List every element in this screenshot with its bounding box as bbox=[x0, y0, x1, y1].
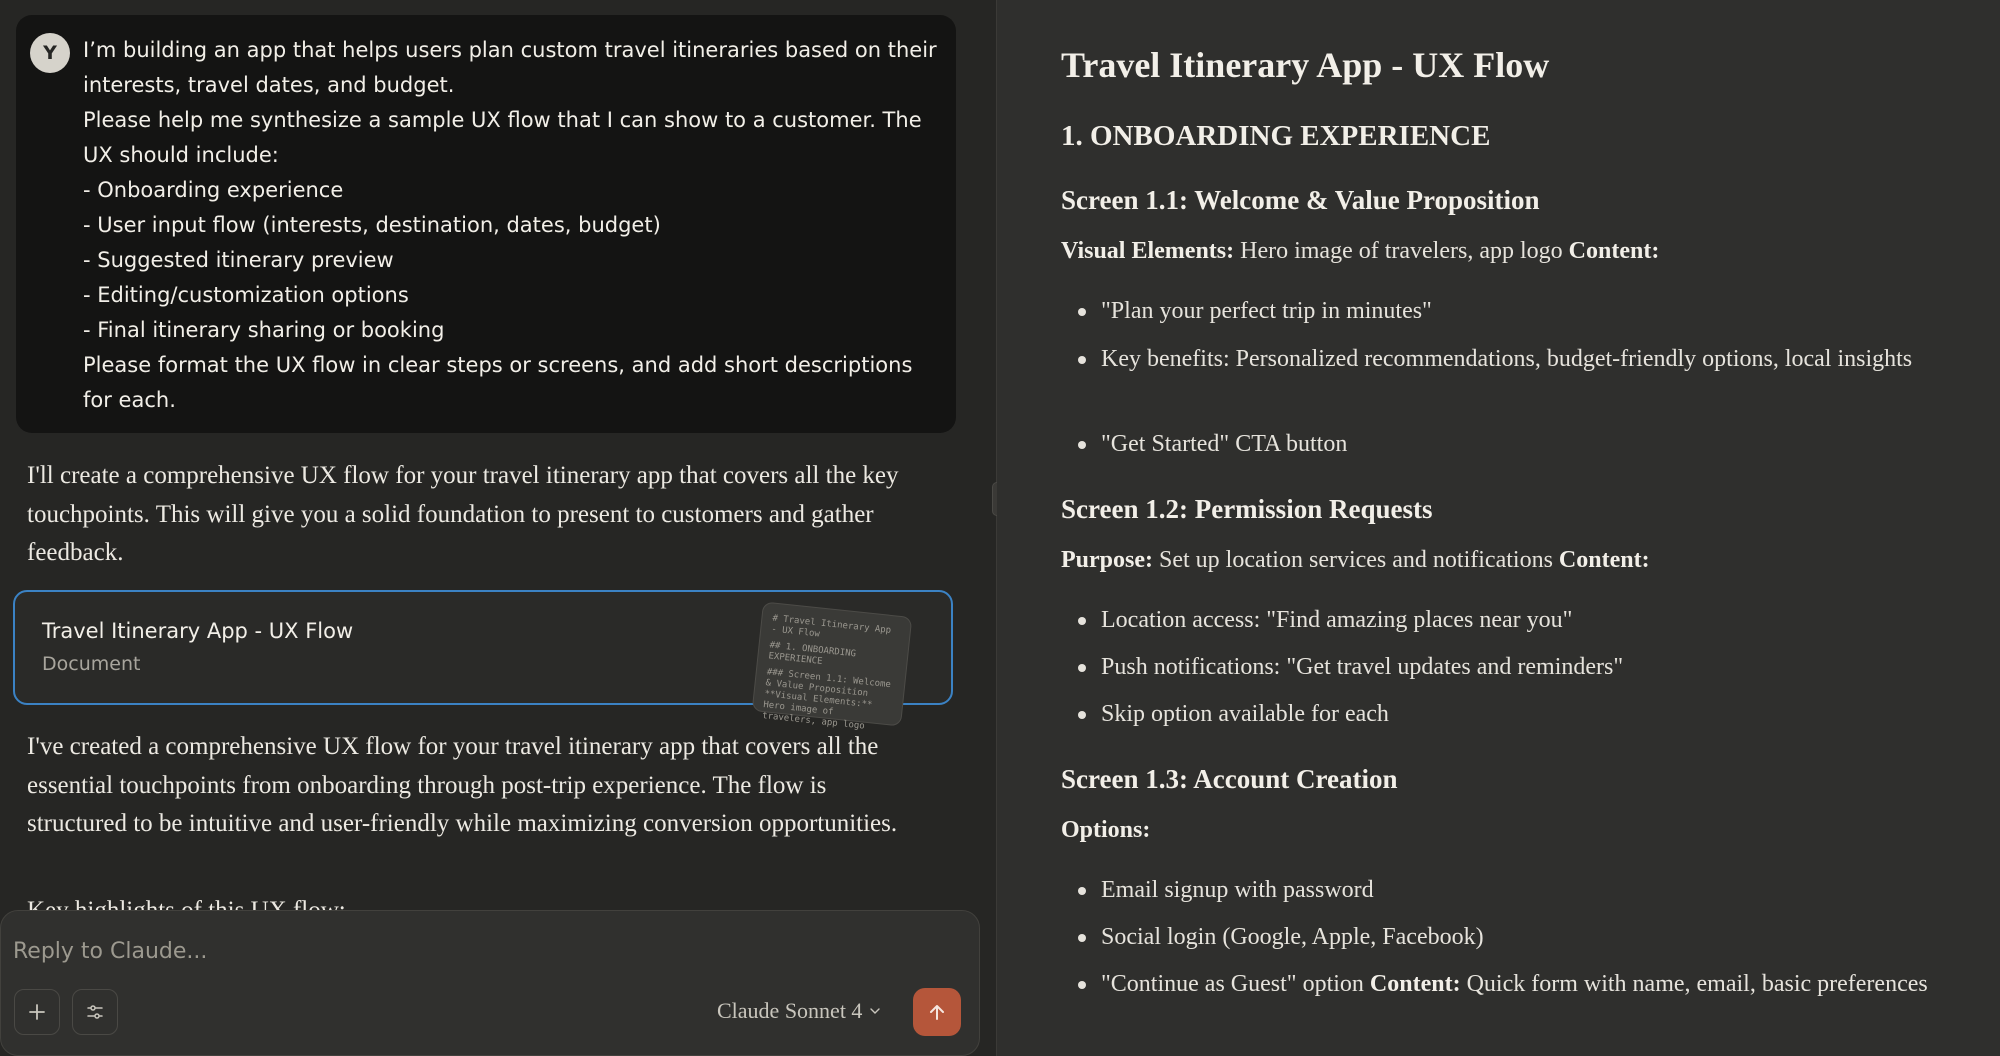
list-item: Social login (Google, Apple, Facebook) bbox=[1101, 918, 1961, 956]
document-pane bbox=[997, 0, 2000, 1056]
user-message-line: - Onboarding experience bbox=[83, 178, 344, 202]
list-item: "Get Started" CTA button bbox=[1101, 425, 1961, 463]
model-selector[interactable] bbox=[717, 998, 882, 1024]
artifact-preview-line: ## 1. ONBOARDING EXPERIENCE bbox=[767, 640, 857, 667]
screen-heading: Screen 1.1: Welcome & Value Proposition bbox=[1061, 185, 1540, 215]
send-button[interactable] bbox=[913, 988, 961, 1036]
reply-input[interactable] bbox=[13, 933, 913, 969]
list-item: Location access: "Find amazing places near you" bbox=[1101, 601, 1961, 639]
user-message-line: interests, travel dates, and budget. bbox=[83, 73, 455, 97]
assistant-response-summary: I've created a comprehensive UX flow for your travel itinerary app that covers all the essential touchpoints from onboarding through post-trip experience. The flow is structured to be intuitive and user-friendly while maximizing conversion opportunities. bbox=[27, 733, 898, 837]
user-message-text bbox=[83, 33, 943, 418]
list-item: "Plan your perfect trip in minutes" bbox=[1101, 292, 1961, 330]
user-message bbox=[16, 15, 956, 433]
list-item bbox=[1101, 965, 1961, 1003]
list-item-text: "Continue as Guest" option bbox=[1101, 971, 1370, 997]
model-selector-label: Claude Sonnet 4 bbox=[717, 998, 863, 1023]
artifact-preview-thumbnail bbox=[752, 601, 913, 732]
plus-icon bbox=[27, 1002, 47, 1022]
user-message-line: - Final itinerary sharing or booking bbox=[83, 318, 445, 342]
description-label: Content: bbox=[1369, 971, 1461, 997]
tools-button[interactable] bbox=[72, 989, 118, 1035]
sliders-icon bbox=[85, 1002, 105, 1022]
screen-description bbox=[1061, 547, 1650, 574]
user-message-line: Please format the UX flow in clear steps or screens, and add short descriptions bbox=[83, 353, 913, 377]
description-text: Set up location services and notifications bbox=[1153, 547, 1559, 573]
user-message-line: I’m building an app that helps users plan custom travel itineraries based on their bbox=[83, 38, 937, 62]
list-item: Push notifications: "Get travel updates and reminders" bbox=[1101, 648, 1961, 686]
user-message-line: - Suggested itinerary preview bbox=[83, 248, 394, 272]
description-label: Visual Elements: bbox=[1061, 238, 1235, 264]
screen-heading: Screen 1.3: Account Creation bbox=[1061, 764, 1398, 794]
list-item: Skip option available for each bbox=[1101, 695, 1961, 733]
screen-description bbox=[1061, 817, 1150, 844]
artifact-preview-line: # Travel Itinerary App - UX Flow bbox=[770, 613, 892, 640]
list-item: Email signup with password bbox=[1101, 871, 1961, 909]
list-item: Key benefits: Personalized recommendations, budget-friendly options, local insights bbox=[1101, 340, 1961, 378]
description-label: Content: bbox=[1558, 547, 1650, 573]
artifact-card[interactable] bbox=[13, 590, 953, 732]
avatar: Y bbox=[30, 33, 70, 73]
description-label: Options: bbox=[1061, 817, 1151, 843]
artifact-type: Document bbox=[42, 653, 141, 675]
chevron-down-icon bbox=[868, 1004, 882, 1018]
document-title: Travel Itinerary App - UX Flow bbox=[1061, 45, 1550, 85]
arrow-up-icon bbox=[926, 1001, 948, 1023]
description-label: Content: bbox=[1568, 238, 1660, 264]
artifact-title: Travel Itinerary App - UX Flow bbox=[42, 619, 354, 643]
chat-pane bbox=[0, 0, 996, 1056]
user-message-line: - User input flow (interests, destination, dates, budget) bbox=[83, 213, 661, 237]
description-text: Hero image of travelers, app logo bbox=[1234, 238, 1569, 264]
user-message-line: Please help me synthesize a sample UX flow that I can show to a customer. The bbox=[83, 108, 922, 132]
screen-description bbox=[1061, 238, 1659, 265]
artifact-preview-line: ### Screen 1.1: Welcome & Value Proposition **Visual Elements:** Hero image of travelers, app logo bbox=[761, 667, 892, 732]
reply-composer bbox=[0, 910, 980, 1056]
section-heading: 1. ONBOARDING EXPERIENCE bbox=[1061, 120, 1491, 152]
user-message-line: - Editing/customization options bbox=[83, 283, 409, 307]
user-message-line: UX should include: bbox=[83, 143, 279, 167]
user-message-line: for each. bbox=[83, 388, 176, 412]
add-attachment-button[interactable] bbox=[14, 989, 60, 1035]
screen-heading: Screen 1.2: Permission Requests bbox=[1061, 494, 1433, 524]
assistant-response-intro: I'll create a comprehensive UX flow for your travel itinerary app that covers all the key touchpoints. This will give you a solid foundation to present to customers and gather feedback. bbox=[27, 462, 899, 566]
description-label: Purpose: bbox=[1061, 547, 1153, 573]
list-item-text: Quick form with name, email, basic preferences bbox=[1460, 971, 1928, 997]
